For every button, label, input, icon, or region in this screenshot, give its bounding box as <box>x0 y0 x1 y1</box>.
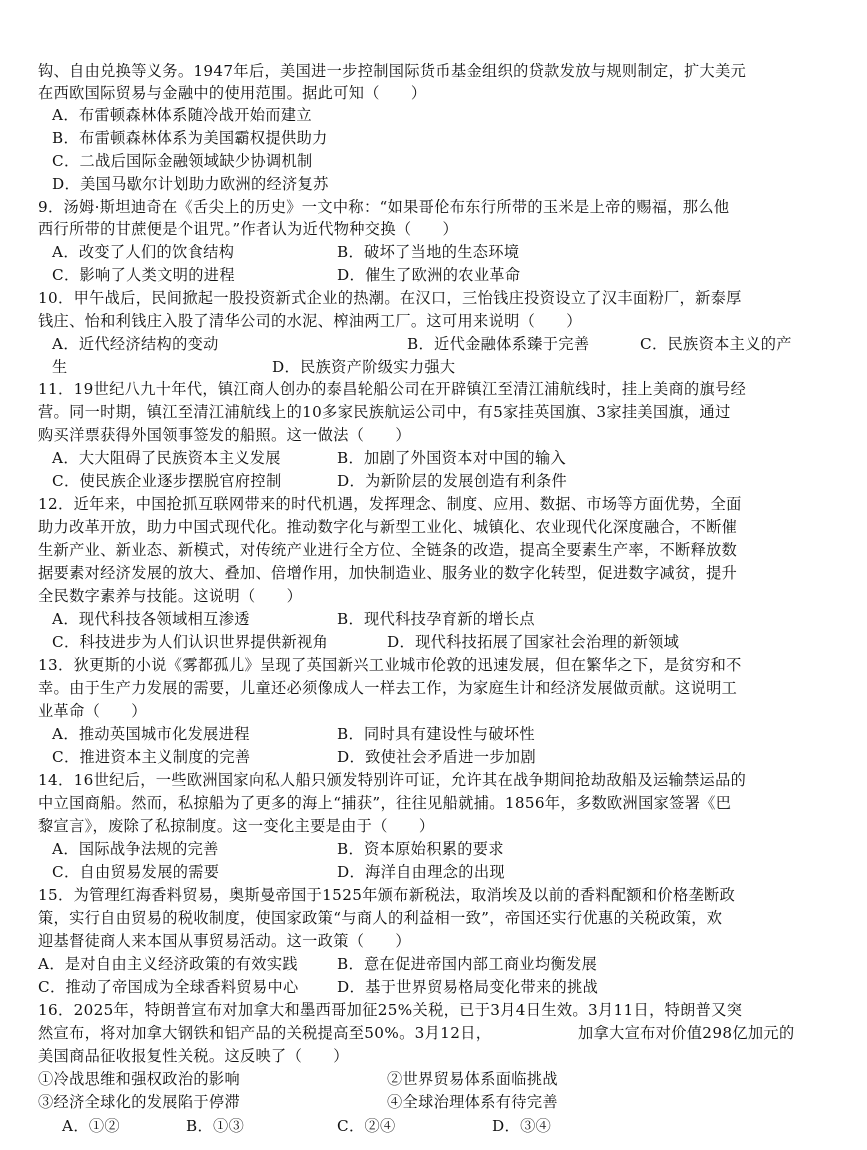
q11-stem-line-3: 购买洋票获得外国领事签发的船照。这一做法（ ） <box>38 426 411 444</box>
q16-option-b: B．①③ <box>186 1117 245 1135</box>
q15-option-a: A．是对自由主义经济政策的有效实践 <box>38 955 298 973</box>
q11-option-b: B．加剧了外国资本对中国的输入 <box>337 449 567 467</box>
q11-option-c: C．使民族企业逐步摆脱官府控制 <box>52 472 282 490</box>
q9-stem-line-1: 9．汤姆·斯坦迪奇在《舌尖上的历史》一文中称：“如果哥伦布东行所带的玉米是上帝的赐福，那么他 <box>38 198 730 216</box>
q8-stem-line-2: 在西欧国际贸易与金融中的使用范围。据此可知（ ） <box>38 84 427 102</box>
q12-stem-line-2: 助力改革开放，助力中国式现代化。推动数字化与新型工业化、城镇化、农业现代化深度融合，不断催 <box>38 518 738 536</box>
q12-option-d: D．现代科技拓展了国家社会治理的新领域 <box>387 633 680 651</box>
q10-option-c: C．民族资本主义的产 <box>640 335 792 353</box>
q16-item-3: ③经济全球化的发展陷于停滞 <box>38 1093 240 1111</box>
q9-stem-line-2: 西行所带的甘蔗便是个诅咒。”作者认为近代物种交换（ ） <box>38 220 459 238</box>
q10-stem-line-2: 钱庄、怡和利钱庄入股了清华公司的水泥、榨油两工厂。这可用来说明（ ） <box>38 312 582 330</box>
q16-item-4: ④全球治理体系有待完善 <box>387 1093 558 1111</box>
q13-stem-line-2: 幸。由于生产力发展的需要，儿童还必须像成人一样去工作，为家庭生计和经济发展做贡献。这说明工 <box>38 679 738 697</box>
q10-option-d: D．民族资产阶级实力强大 <box>272 358 456 376</box>
q8-option-b: B．布雷顿森林体系为美国霸权提供助力 <box>52 129 328 147</box>
q11-option-a: A．大大阻碍了民族资本主义发展 <box>52 449 281 467</box>
q16-stem-line-1: 16．2025年，特朗普宣布对加拿大和墨西哥加征25%关税，已于3月4日生效。3月11日，特朗普又突 <box>38 1001 743 1019</box>
q10-option-a: A．近代经济结构的变动 <box>52 335 219 353</box>
q15-stem-line-2: 策，实行自由贸易的税收制度，使国家政策“与商人的利益相一致”，帝国还实行优惠的关税政策，欢 <box>38 909 723 927</box>
q12-stem-line-5: 全民数字素养与技能。这说明（ ） <box>38 587 303 605</box>
q9-option-a: A．改变了人们的饮食结构 <box>52 243 235 261</box>
q15-stem-line-3: 迎基督徒商人来本国从事贸易活动。这一政策（ ） <box>38 932 411 950</box>
q14-stem-line-2: 中立国商船。然而，私掠船为了更多的海上“捕获”，往往见船就捕。1856年，多数欧洲国家签署《巴 <box>38 794 732 812</box>
q12-stem-line-3: 生新产业、新业态、新模式，对传统产业进行全方位、全链条的改造，提高全要素生产率，不断释放数 <box>38 541 738 559</box>
q11-stem-line-1: 11．19世纪八九十年代，镇江商人创办的泰昌轮船公司在开辟镇江至清江浦航线时，挂上美商的旗号经 <box>38 380 747 398</box>
q12-stem-line-4: 据要素对经济发展的放大、叠加、倍增作用，加快制造业、服务业的数字化转型，促进数字减贫，提升 <box>38 564 738 582</box>
q16-option-a: A．①② <box>62 1117 120 1135</box>
q10-stem-line-1: 10．甲午战后，民间掀起一股投资新式企业的热潮。在汉口，三怡钱庄投资设立了汉丰面粉厂，新泰厚 <box>38 289 742 307</box>
q15-stem-line-1: 15．为管理红海香料贸易，奥斯曼帝国于1525年颁布新税法，取消埃及以前的香料配额和价格垄断政 <box>38 886 736 904</box>
q16-stem-line-2b: 加拿大宣布对价值298亿加元的 <box>578 1024 795 1042</box>
q13-option-d: D．致使社会矛盾进一步加剧 <box>337 748 536 766</box>
q8-option-a: A．布雷顿森林体系随冷战开始而建立 <box>52 106 312 124</box>
q8-stem-line-1: 钩、自由兑换等义务。1947年后，美国进一步控制国际货币基金组织的贷款发放与规则制定，扩大美元 <box>38 62 747 80</box>
q13-option-b: B．同时具有建设性与破坏性 <box>337 725 535 743</box>
q16-stem-line-2a: 然宣布，将对加拿大钢铁和铝产品的关税提高至50%。3月12日， <box>38 1024 492 1042</box>
q16-item-1: ①冷战思维和强权政治的影响 <box>38 1070 240 1088</box>
q13-option-a: A．推动英国城市化发展进程 <box>52 725 250 743</box>
q14-option-d: D．海洋自由理念的出现 <box>337 863 505 881</box>
q13-option-c: C．推进资本主义制度的完善 <box>52 748 251 766</box>
q16-stem-line-3: 美国商品征收报复性关税。这反映了（ ） <box>38 1047 349 1065</box>
q9-option-d: D．催生了欧洲的农业革命 <box>337 266 521 284</box>
q16-option-c: C．②④ <box>337 1117 396 1135</box>
q13-stem-line-1: 13．狄更斯的小说《雾都孤儿》呈现了英国新兴工业城市伦敦的迅速发展，但在繁华之下，是贫穷和不 <box>38 656 742 674</box>
q8-option-d: D．美国马歇尔计划助力欧洲的经济复苏 <box>52 175 329 193</box>
q12-stem-line-1: 12．近年来，中国抢抓互联网带来的时代机遇，发挥理念、制度、应用、数据、市场等方面优势，全面 <box>38 495 742 513</box>
q14-stem-line-1: 14．16世纪后，一些欧洲国家向私人船只颁发特别许可证，允许其在战争期间抢劫敌船及运输禁运品的 <box>38 771 747 789</box>
q14-option-c: C．自由贸易发展的需要 <box>52 863 220 881</box>
q9-option-b: B．破坏了当地的生态环境 <box>337 243 520 261</box>
q16-option-d: D．③④ <box>492 1117 552 1135</box>
q14-stem-line-3: 黎宣言》，废除了私掠制度。这一变化主要是由于（ ） <box>38 817 435 835</box>
q13-stem-line-3: 业革命（ ） <box>38 702 147 720</box>
q15-option-b: B．意在促进帝国内部工商业均衡发展 <box>337 955 598 973</box>
q11-option-d: D．为新阶层的发展创造有利条件 <box>337 472 568 490</box>
q14-option-b: B．资本原始积累的要求 <box>337 840 504 858</box>
q15-option-c: C．推动了帝国成为全球香料贸易中心 <box>38 978 299 996</box>
q9-option-c: C．影响了人类文明的进程 <box>52 266 235 284</box>
q10-option-b: B．近代金融体系臻于完善 <box>407 335 590 353</box>
q11-stem-line-2: 营。同一时期，镇江至清江浦航线上的10多家民族航运公司中，有5家挂英国旗、3家挂美国旗，通过 <box>38 403 731 421</box>
q15-option-d: D．基于世界贸易格局变化带来的挑战 <box>337 978 599 996</box>
q12-option-b: B．现代科技孕育新的增长点 <box>337 610 535 628</box>
q10-option-c-wrap: 生 <box>52 358 68 376</box>
q14-option-a: A．国际战争法规的完善 <box>52 840 219 858</box>
q12-option-c: C．科技进步为人们认识世界提供新视角 <box>52 633 329 651</box>
q12-option-a: A．现代科技各领域相互渗透 <box>52 610 250 628</box>
q8-option-c: C．二战后国际金融领域缺少协调机制 <box>52 152 313 170</box>
q16-item-2: ②世界贸易体系面临挑战 <box>387 1070 558 1088</box>
